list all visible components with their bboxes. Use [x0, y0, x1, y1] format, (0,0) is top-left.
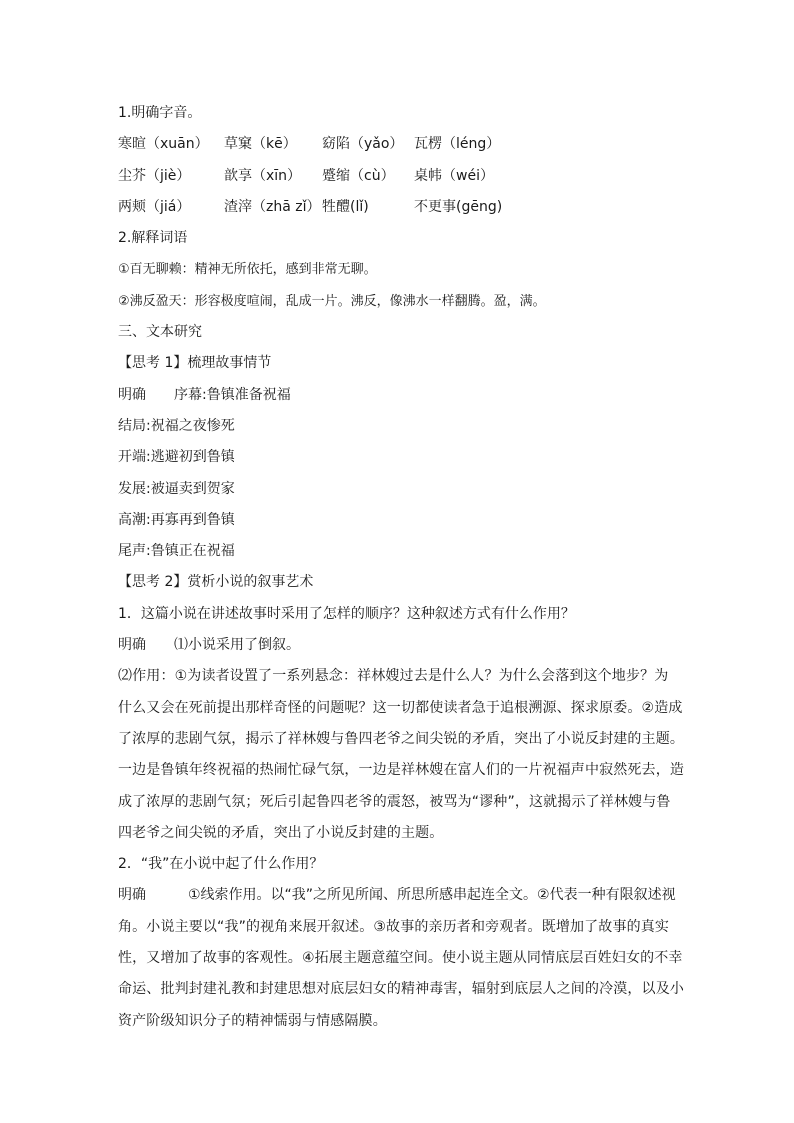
plot-item: 开端:逃避初到鲁镇: [118, 449, 235, 466]
answer-1-line: 了浓厚的悲剧气氛，揭示了祥林嫂与鲁四老爷之间尖锐的矛盾，突出了小说反封建的主题。: [118, 730, 684, 747]
think1-title: 【思考 1】梳理故事情节: [118, 355, 272, 372]
pinyin-item: 窈陷（yǎo）: [322, 136, 404, 153]
answer-1-line: 一边是鲁镇年终祝福的热闹忙碌气氛，一边是祥林嫂在富人们的一片祝福声中寂然死去，造: [118, 762, 684, 779]
think2-title: 【思考 2】赏析小说的叙事艺术: [118, 574, 314, 591]
answer-label: 明确: [118, 386, 146, 403]
answer-1-line: 四老爷之间尖锐的矛盾，突出了小说反封建的主题。: [118, 824, 444, 841]
pinyin-item: 寒暄（xuān）: [118, 136, 209, 153]
answer-label: 明确: [118, 637, 146, 654]
answer-2-first: [118, 880, 696, 911]
answer-2-line: 性，又增加了故事的客观性。④拓展主题意蕴空间。使小说主题从同情底层百姓妇女的不幸: [118, 950, 683, 967]
pinyin-item: 牲醴(lǐ): [322, 198, 369, 215]
answer-1-line: 成了浓厚的悲剧气氛；死后引起鲁四老爷的震怒，被骂为“谬种”，这就揭示了祥林嫂与鲁: [118, 793, 671, 810]
pinyin-row-1: [118, 129, 696, 160]
answer-text: ⑴小说采用了倒叙。: [174, 637, 300, 654]
answer-label: 明确: [118, 887, 146, 904]
answer-1-line: ⑵作用：①为读者设置了一系列悬念：祥林嫂过去是什么人？为什么会落到这个地步？为: [118, 668, 669, 685]
document-page: [118, 98, 696, 1037]
pinyin-item: 渣滓（zhā zǐ）: [224, 198, 321, 215]
section2-heading: 2.解释词语: [118, 230, 188, 247]
pinyin-row-2: [118, 161, 696, 192]
answer-1-first: [118, 630, 696, 661]
definition-item: ②沸反盈天：形容极度喧闹，乱成一片。沸反，像沸水一样翻腾。盈，满。: [118, 293, 546, 309]
pinyin-item: 草窠（kē）: [224, 136, 297, 153]
plot-item: 结局:祝福之夜惨死: [118, 417, 235, 434]
plot-item: 发展:被逼卖到贺家: [118, 480, 235, 497]
answer-2-line: 命运、批判封建礼教和封建思想对底层妇女的精神毒害，辐射到底层人之间的冷漠，以及小: [118, 981, 684, 998]
question-2: 2．“我”在小说中起了什么作用？: [118, 856, 324, 873]
answer-text: ①线索作用。以“我”之所见所闻、所思所感串起连全文。②代表一种有限叙述视: [188, 887, 676, 904]
question-1: 1．这篇小说在讲述故事时采用了怎样的顺序？这种叙述方式有什么作用？: [118, 605, 575, 622]
answer-2-line: 资产阶级知识分子的精神懦弱与情感隔膜。: [118, 1012, 387, 1029]
plot-item: 尾声:鲁镇正在祝福: [118, 543, 235, 560]
section3-heading: 三、文本研究: [118, 324, 202, 341]
pinyin-item: 桌帏（wéi）: [414, 167, 494, 184]
pinyin-item: 蹙缩（cù）: [322, 167, 395, 184]
pinyin-row-3: [118, 192, 696, 223]
pinyin-item: 不更事(gēng): [414, 198, 503, 215]
pinyin-item: 瓦楞（léng）: [414, 136, 501, 153]
think1-answer-first: [118, 380, 696, 411]
definition-item: ①百无聊赖：精神无所依托，感到非常无聊。: [118, 262, 377, 278]
answer-1-line: 什么又会在死前提出那样奇怪的问题呢？这一切都使读者急于追根溯源、探求原委。②造成: [118, 699, 683, 716]
pinyin-item: 两颊（jiá）: [118, 198, 191, 215]
plot-item: 序幕:鲁镇准备祝福: [174, 386, 291, 403]
pinyin-item: 歆享（xīn）: [224, 167, 302, 184]
pinyin-item: 尘芥（jiè）: [118, 167, 191, 184]
plot-item: 高潮:再寡再到鲁镇: [118, 511, 235, 528]
section1-heading: 1.明确字音。: [118, 105, 202, 121]
answer-2-line: 角。小说主要以“我”的视角来展开叙述。③故事的亲历者和旁观者。既增加了故事的真实: [118, 918, 670, 935]
